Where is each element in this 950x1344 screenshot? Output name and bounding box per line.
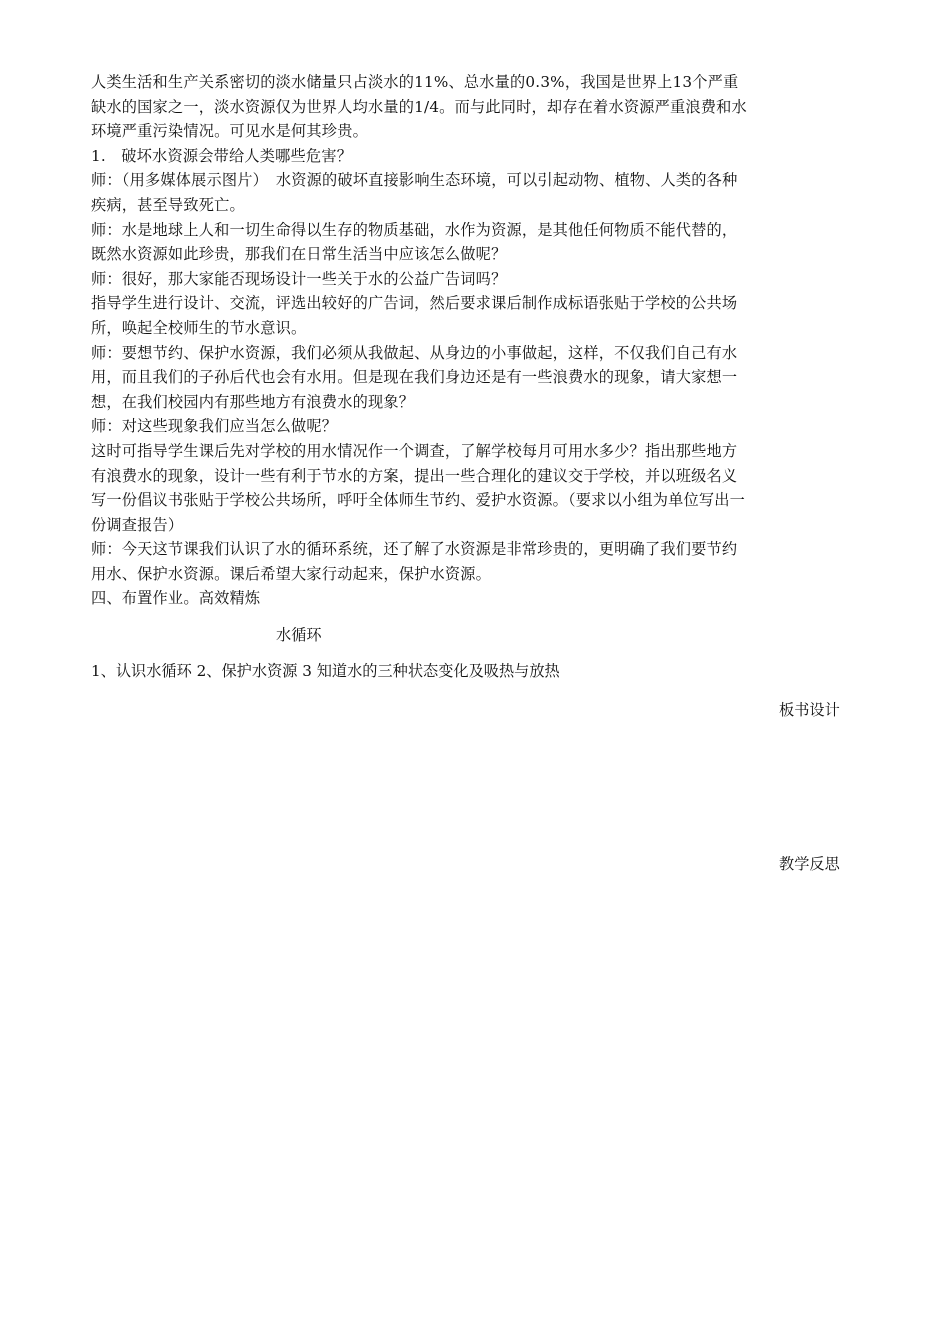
board-title: 水循环 <box>276 626 322 644</box>
paragraph-teacher-foundation: 师：水是地球上人和一切生命得以生存的物质基础，水作为资源，是其他任何物质不能代替的，既然水资源如此珍贵，那我们在日常生活当中应该怎么做呢？ <box>91 220 738 264</box>
paragraph-teacher-ad-slogans: 师：很好，那大家能否现场设计一些关于水的公益广告词吗？ <box>91 269 507 288</box>
board-summary: 1、认识水循环 2、保护水资源 3 知道水的三种状态变化及吸热与放热 <box>91 662 560 680</box>
paragraph-teacher-save-water: 师：要想节约、保护水资源，我们必须从我做起、从身边的小事做起，这样，不仅我们自己有水用，而且我们的子孙后代也会有水用。但是现在我们身边还是有一些浪费水的现象，请大家想一想，在我们校园内有那些地方有浪费水的现象？ <box>91 343 738 411</box>
paragraph-question-harm: 1. 破坏水资源会带给人类哪些危害？ <box>91 146 353 165</box>
lesson-body-text <box>91 70 751 611</box>
board-design-label: 板书设计 <box>779 701 840 719</box>
teaching-reflection-label: 教学反思 <box>779 855 840 873</box>
paragraph-teacher-summary: 师：今天这节课我们认识了水的循环系统，还了解了水资源是非常珍贵的，更明确了我们要节约用水、保护水资源。课后希望大家行动起来，保护水资源。 <box>91 540 738 583</box>
paragraph-guide-design: 指导学生进行设计、交流，评选出较好的广告词，然后要求课后制作成标语张贴于学校的公共场所，唤起全校师生的节水意识。 <box>91 294 738 337</box>
paragraph-homework: 四、布置作业。高效精炼 <box>91 589 261 608</box>
paragraph-water-statistics: 人类生活和生产关系密切的淡水储量只占淡水的11%、总水量的0.3%，我国是世界上13个严重缺水的国家之一，淡水资源仅为世界人均水量的1/4。而与此同时，却存在着水资源严重浪费和水环境严重污染情况。可见水是何其珍贵。 <box>91 73 747 141</box>
paragraph-teacher-what-to-do: 师：对这些现象我们应当怎么做呢？ <box>91 417 338 436</box>
paragraph-survey-guidance: 这时可指导学生课后先对学校的用水情况作一个调查，了解学校每月可用水多少？指出那些地方有浪费水的现象，设计一些有利于节水的方案，提出一些合理化的建议交于学校，并以班级名义写一份倡议书张贴于学校公共场所，呼吁全体师生节约、爱护水资源。（要求以小组为单位写出一份调查报告） <box>91 441 746 534</box>
paragraph-teacher-images: 师：（用多媒体展示图片） 水资源的破坏直接影响生态环境，可以引起动物、植物、人类的各种疾病，甚至导致死亡。 <box>91 171 738 214</box>
